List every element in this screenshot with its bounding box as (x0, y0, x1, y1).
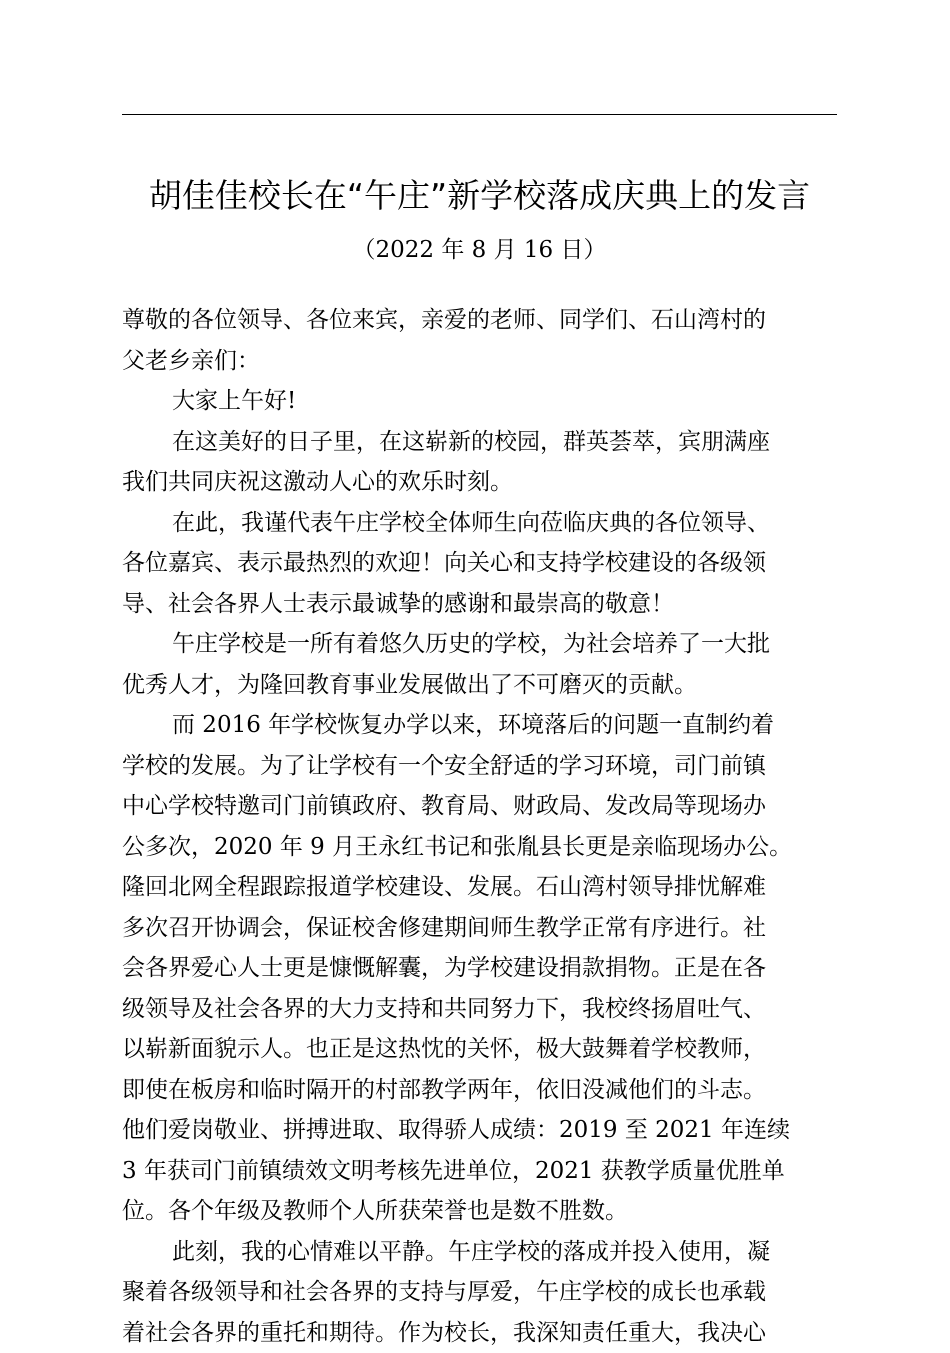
text-line: 午庄学校是一所有着悠久历史的学校，为社会培养了一大批 (122, 624, 840, 665)
text-line: 多次召开协调会，保证校舍修建期间师生教学正常有序进行。社 (122, 908, 840, 949)
document-date: （2022 年 8 月 16 日） (122, 230, 837, 270)
text-line: 大家上午好! (122, 381, 840, 422)
text-line: 位。各个年级及教师个人所获荣誉也是数不胜数。 (122, 1191, 840, 1232)
text-line: 着社会各界的重托和期待。作为校长，我深知责任重大，我决心 (122, 1313, 840, 1353)
text-line: 会各界爱心人士更是慷慨解囊，为学校建设捐款捐物。正是在各 (122, 948, 840, 989)
speech-body (122, 300, 840, 1353)
text-line: 父老乡亲们： (122, 341, 840, 382)
text-line: 在这美好的日子里，在这崭新的校园，群英荟萃，宾朋满座 (122, 422, 840, 463)
text-line: 此刻，我的心情难以平静。午庄学校的落成并投入使用，凝 (122, 1232, 840, 1273)
text-line: 以崭新面貌示人。也正是这热忱的关怀，极大鼓舞着学校教师， (122, 1029, 840, 1070)
text-line: 隆回北网全程跟踪报道学校建设、发展。石山湾村领导排忧解难 (122, 867, 840, 908)
text-line: 公多次，2020 年 9 月王永红书记和张胤县长更是亲临现场办公。 (122, 827, 840, 868)
text-line: 即使在板房和临时隔开的村部教学两年，依旧没减他们的斗志。 (122, 1070, 840, 1111)
text-line: 而 2016 年学校恢复办学以来，环境落后的问题一直制约着 (122, 705, 840, 746)
document-title: 胡佳佳校长在“午庄”新学校落成庆典上的发言 (122, 172, 837, 220)
text-line: 在此，我谨代表午庄学校全体师生向莅临庆典的各位领导、 (122, 503, 840, 544)
header-rule (122, 114, 837, 115)
text-line: 聚着各级领导和社会各界的支持与厚爱，午庄学校的成长也承载 (122, 1272, 840, 1313)
text-line: 3 年获司门前镇绩效文明考核先进单位，2021 获教学质量优胜单 (122, 1151, 840, 1192)
text-line: 我们共同庆祝这激动人心的欢乐时刻。 (122, 462, 840, 503)
text-line: 各位嘉宾、表示最热烈的欢迎！向关心和支持学校建设的各级领 (122, 543, 840, 584)
text-line: 级领导及社会各界的大力支持和共同努力下，我校终扬眉吐气、 (122, 989, 840, 1030)
text-line: 尊敬的各位领导、各位来宾，亲爱的老师、同学们、石山湾村的 (122, 300, 840, 341)
text-line: 中心学校特邀司门前镇政府、教育局、财政局、发改局等现场办 (122, 786, 840, 827)
text-line: 学校的发展。为了让学校有一个安全舒适的学习环境，司门前镇 (122, 746, 840, 787)
text-line: 他们爱岗敬业、拼搏进取、取得骄人成绩：2019 至 2021 年连续 (122, 1110, 840, 1151)
text-line: 导、社会各界人士表示最诚挚的感谢和最崇高的敬意！ (122, 584, 840, 625)
text-line: 优秀人才，为隆回教育事业发展做出了不可磨灭的贡献。 (122, 665, 840, 706)
